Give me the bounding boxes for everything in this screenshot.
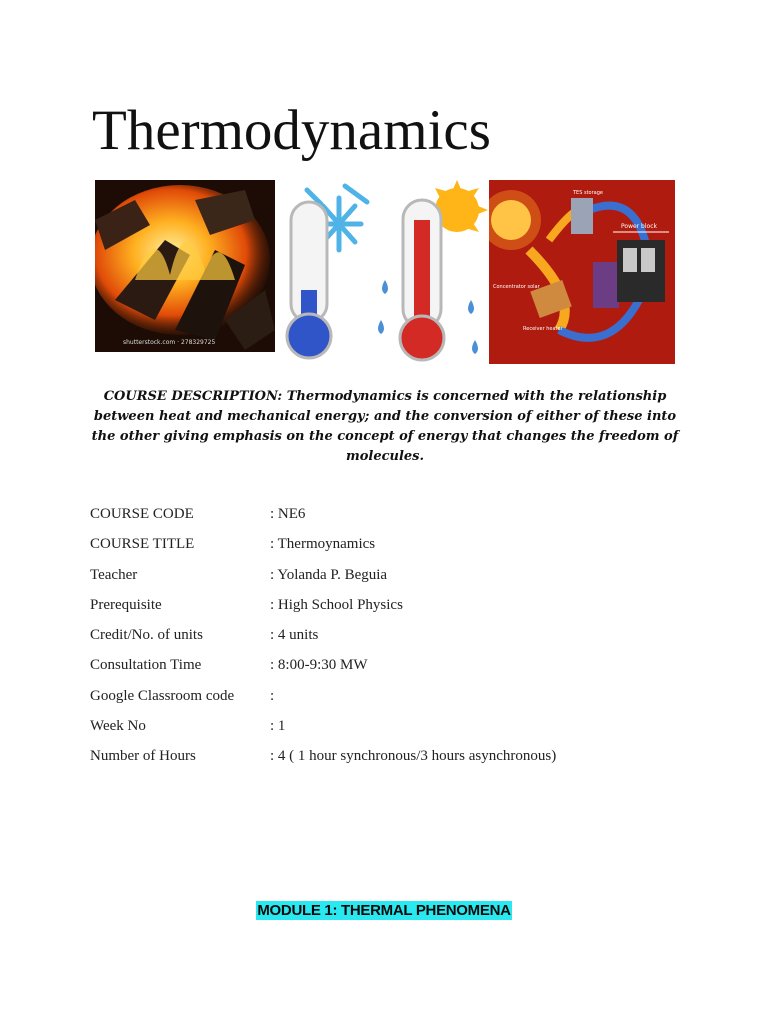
- solar-diagram-image: [489, 180, 675, 364]
- diagram-label-power-block: Power block: [621, 223, 657, 230]
- info-value: : 4 units: [270, 627, 319, 644]
- document-title: Thermodynamics: [92, 99, 491, 162]
- solar-power-diagram-icon: [489, 180, 675, 364]
- info-label: Teacher: [90, 566, 138, 583]
- info-value: : 4 ( 1 hour synchronous/3 hours asynchronous): [270, 748, 557, 765]
- thermometer-cold-icon: [277, 180, 372, 362]
- module-heading-container: [0, 900, 768, 919]
- info-value: : Thermoynamics: [270, 536, 376, 553]
- diagram-label-receiver: Receiver heater: [523, 326, 563, 332]
- info-label: Number of Hours: [90, 748, 196, 765]
- image-watermark: shutterstock.com · 278329725: [123, 339, 216, 346]
- cold-thermometer-image: [277, 180, 372, 362]
- fire-image: [95, 180, 275, 352]
- course-description: COURSE DESCRIPTION: Thermodynamics is concerned with the relationship between heat and mechanical energy; and the conversion of either of these into the other giving emphasis on the concept of energy that changes the freedom of molecules.: [91, 389, 679, 464]
- info-value: : NE6: [270, 506, 306, 522]
- info-label: Prerequisite: [90, 596, 162, 613]
- info-value: : 8:00-9:30 MW: [270, 657, 368, 674]
- diagram-label-concentrator: Concentrator solar: [493, 284, 540, 290]
- info-value: : High School Physics: [270, 596, 403, 613]
- fire-icon: [95, 180, 275, 352]
- info-label: Week No: [90, 718, 146, 735]
- info-value: :: [270, 687, 275, 704]
- info-label: COURSE TITLE: [90, 536, 195, 553]
- info-value: : 1: [270, 718, 286, 735]
- info-label: COURSE CODE: [90, 506, 194, 522]
- hot-thermometer-image: [375, 180, 488, 362]
- header-images: [95, 180, 675, 364]
- info-label: Google Classroom code: [90, 687, 235, 704]
- thermometer-hot-icon: [375, 180, 488, 362]
- info-label: Credit/No. of units: [90, 627, 203, 644]
- info-value: : Yolanda P. Beguia: [270, 566, 388, 583]
- info-label: Consultation Time: [90, 657, 202, 674]
- diagram-label-storage: TES storage: [573, 190, 603, 196]
- module-heading: MODULE 1: THERMAL PHENOMENA: [257, 902, 511, 919]
